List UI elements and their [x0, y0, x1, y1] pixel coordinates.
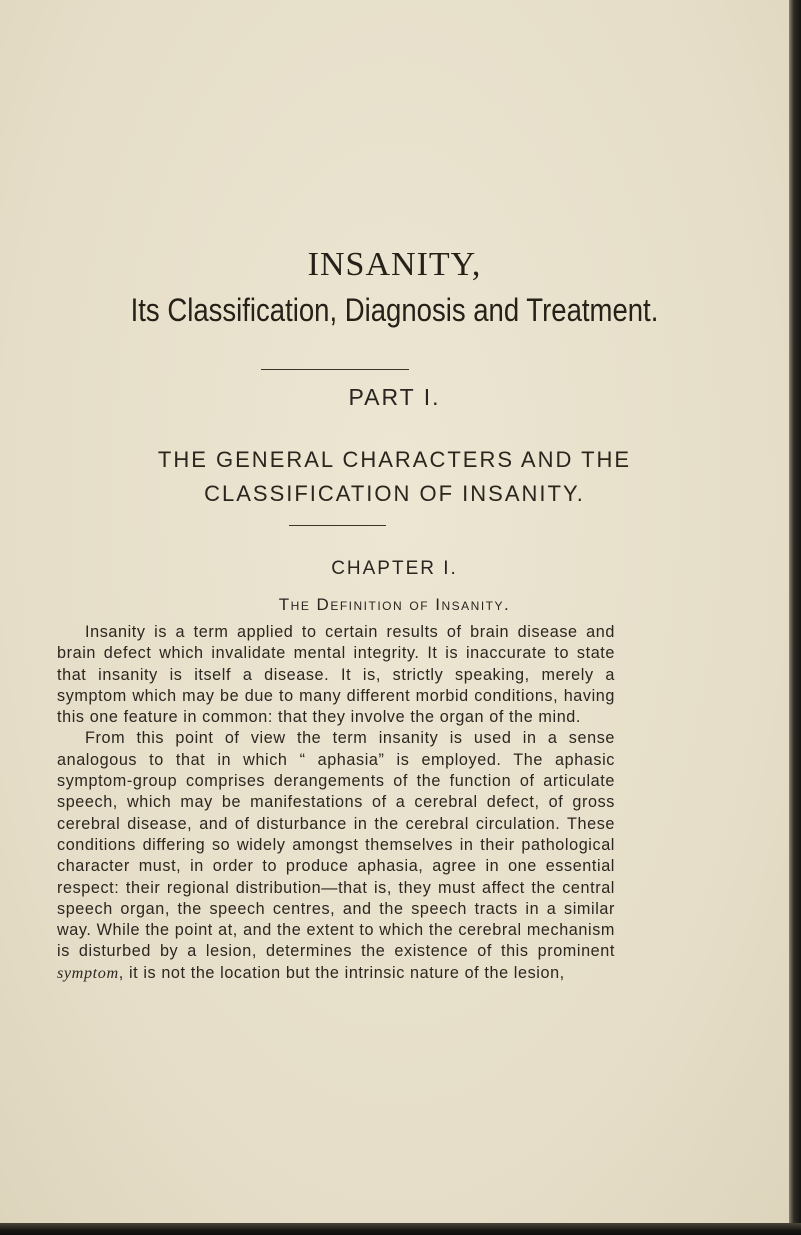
- divider-rule: [289, 525, 386, 526]
- book-subtitle: Its Classification, Diagnosis and Treatment.: [130, 292, 659, 328]
- book-title: INSANITY,: [307, 246, 482, 283]
- chapter-label: CHAPTER I.: [331, 558, 458, 579]
- page-edge-shadow: [0, 1223, 801, 1235]
- body-text: [57, 622, 615, 984]
- paragraph: [57, 728, 615, 984]
- part-heading: [0, 443, 789, 511]
- italic-term: symptom: [57, 963, 119, 982]
- part-label: PART I.: [348, 384, 441, 410]
- paragraph: Insanity is a term applied to certain results of brain disease and brain defect which invalidate mental integrity. It is inaccurate to state that insanity is itself a disease. It is, strictly speaking, merely a symptom which may be due to many different morbid conditions, having this one feature in common: that they involve the organ of the mind.: [57, 623, 615, 727]
- page-edge-shadow: [789, 0, 801, 1235]
- part-heading-line: CLASSIFICATION OF INSANITY.: [204, 481, 585, 506]
- part-heading-line: THE GENERAL CHARACTERS AND THE: [157, 447, 632, 472]
- section-title: The Definition of Insanity.: [278, 595, 511, 614]
- paragraph-text: From this point of view the term insanity is used in a sense analogous to that in which “ aphasia” is employed. The aphasic symptom-group comprises derangements of the function of articulate speech, which may be manifestations of a cerebral defect, of gross cerebral disease, and of disturbance in the cerebral circulation. These conditions differing so widely amongst themselves in their pathological character must, in order to produce aphasia, agree in one essential respect: their regional distribution—that is, they must affect the central speech organ, the speech centres, and the speech tracts in a similar way. While the point at, and the extent to which the cerebral mechanism is disturbed by a lesion, determines the existence of this prominent: [57, 729, 615, 961]
- paragraph-text: , it is not the location but the intrinsic nature of the lesion,: [118, 963, 565, 982]
- divider-rule: [261, 369, 409, 370]
